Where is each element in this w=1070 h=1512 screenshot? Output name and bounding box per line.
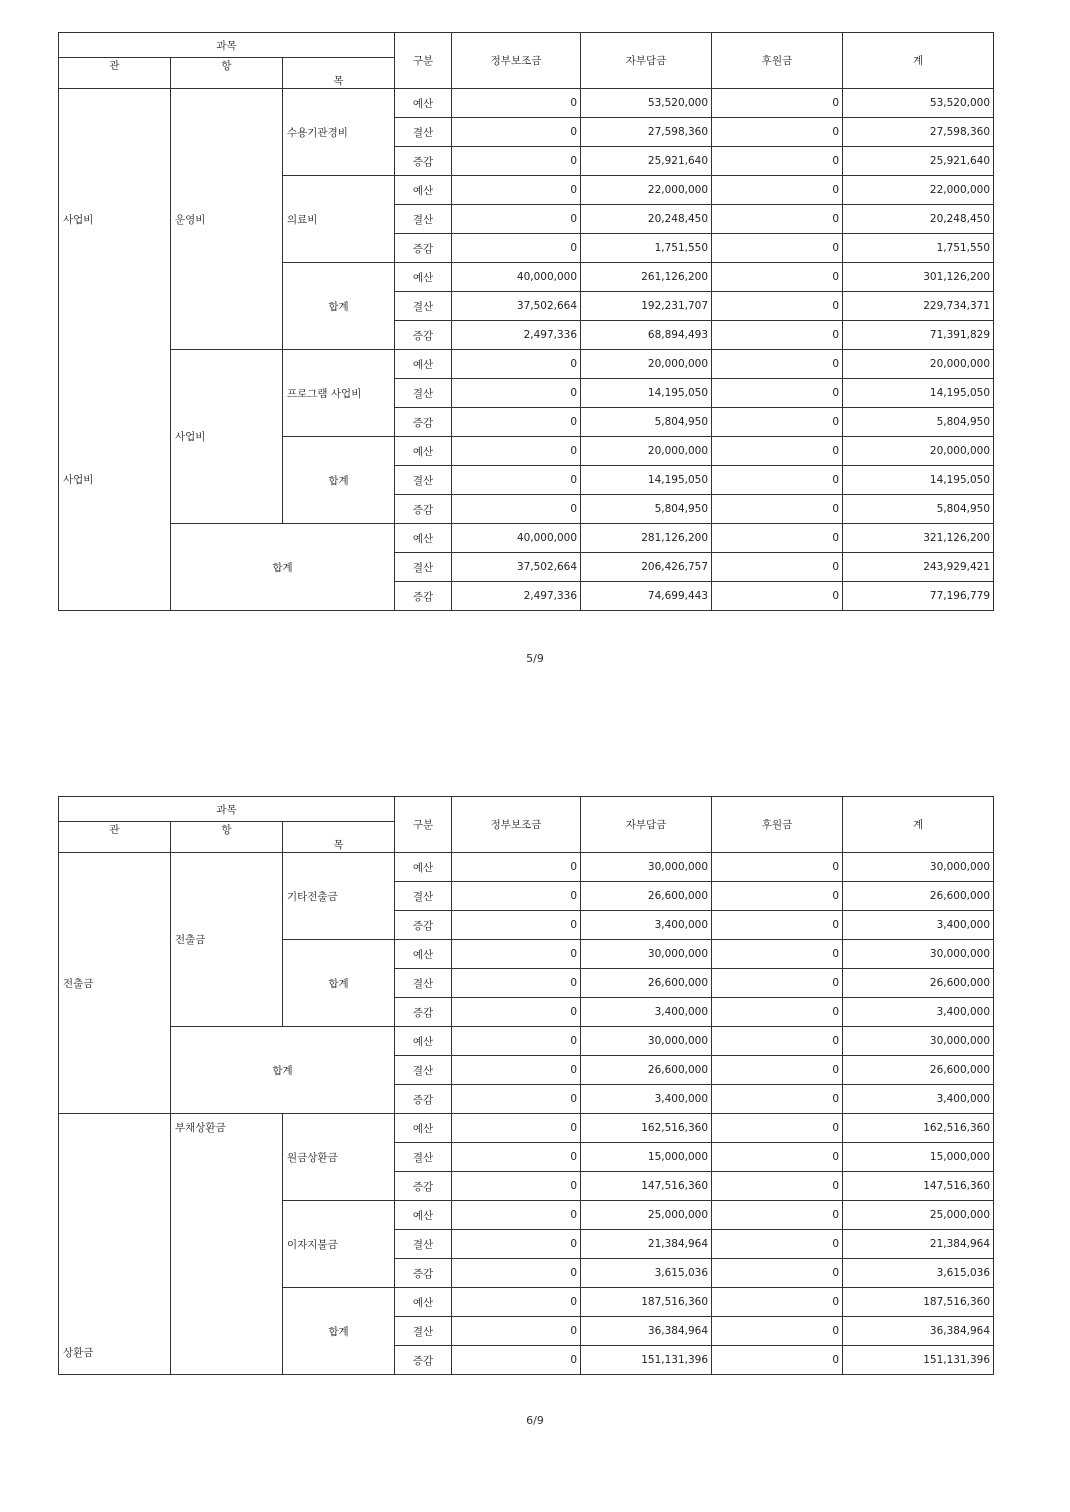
self-funding-value: 281,126,200 bbox=[581, 524, 712, 553]
donation-value: 0 bbox=[712, 292, 843, 321]
gov-subsidy-value: 40,000,000 bbox=[452, 263, 581, 292]
gov-subsidy-value: 37,502,664 bbox=[452, 553, 581, 582]
self-funding-value: 68,894,493 bbox=[581, 321, 712, 350]
row-type: 예산 bbox=[395, 1288, 452, 1317]
gov-subsidy-value: 0 bbox=[452, 1201, 581, 1230]
table-row bbox=[59, 350, 994, 379]
gov-subsidy-value: 2,497,336 bbox=[452, 321, 581, 350]
self-funding-value: 3,400,000 bbox=[581, 911, 712, 940]
donation-value: 0 bbox=[712, 1027, 843, 1056]
gwan-label: 사업비 bbox=[59, 89, 171, 350]
donation-value: 0 bbox=[712, 853, 843, 882]
donation-value: 0 bbox=[712, 1172, 843, 1201]
donation-value: 0 bbox=[712, 940, 843, 969]
total-value: 162,516,360 bbox=[843, 1114, 994, 1143]
donation-value: 0 bbox=[712, 234, 843, 263]
donation-value: 0 bbox=[712, 1259, 843, 1288]
donation-value: 0 bbox=[712, 1114, 843, 1143]
self-funding-value: 206,426,757 bbox=[581, 553, 712, 582]
gov-subsidy-value: 0 bbox=[452, 1085, 581, 1114]
total-value: 20,000,000 bbox=[843, 437, 994, 466]
donation-value: 0 bbox=[712, 495, 843, 524]
self-funding-value: 25,921,640 bbox=[581, 147, 712, 176]
total-value: 151,131,396 bbox=[843, 1346, 994, 1375]
header-donation: 후원금 bbox=[712, 33, 843, 89]
total-value: 243,929,421 bbox=[843, 553, 994, 582]
row-type: 증감 bbox=[395, 998, 452, 1027]
gov-subsidy-value: 0 bbox=[452, 147, 581, 176]
donation-value: 0 bbox=[712, 1230, 843, 1259]
gov-subsidy-value: 2,497,336 bbox=[452, 582, 581, 611]
total-value: 229,734,371 bbox=[843, 292, 994, 321]
gov-subsidy-value: 0 bbox=[452, 1143, 581, 1172]
row-type: 증감 bbox=[395, 1085, 452, 1114]
gov-subsidy-value: 0 bbox=[452, 1114, 581, 1143]
mok-subtotal-label: 합계 bbox=[283, 1288, 395, 1375]
gov-subsidy-value: 0 bbox=[452, 1230, 581, 1259]
row-type: 증감 bbox=[395, 911, 452, 940]
table-row bbox=[59, 853, 994, 882]
donation-value: 0 bbox=[712, 1085, 843, 1114]
hang-label: 전출금 bbox=[171, 853, 283, 1027]
gov-subsidy-value: 0 bbox=[452, 940, 581, 969]
donation-value: 0 bbox=[712, 1288, 843, 1317]
self-funding-value: 147,516,360 bbox=[581, 1172, 712, 1201]
total-value: 26,600,000 bbox=[843, 1056, 994, 1085]
gov-subsidy-value: 0 bbox=[452, 1346, 581, 1375]
gov-subsidy-value: 0 bbox=[452, 379, 581, 408]
table-row bbox=[59, 1027, 994, 1056]
row-type: 증감 bbox=[395, 1172, 452, 1201]
row-type: 증감 bbox=[395, 1259, 452, 1288]
gwan-label: 상환금 bbox=[59, 1114, 171, 1375]
gov-subsidy-value: 0 bbox=[452, 89, 581, 118]
row-type: 예산 bbox=[395, 437, 452, 466]
self-funding-value: 1,751,550 bbox=[581, 234, 712, 263]
hang-label: 운영비 bbox=[171, 89, 283, 350]
self-funding-value: 14,195,050 bbox=[581, 466, 712, 495]
table-row bbox=[59, 524, 994, 553]
donation-value: 0 bbox=[712, 998, 843, 1027]
self-funding-value: 192,231,707 bbox=[581, 292, 712, 321]
row-type: 결산 bbox=[395, 292, 452, 321]
self-funding-value: 151,131,396 bbox=[581, 1346, 712, 1375]
row-type: 예산 bbox=[395, 1114, 452, 1143]
row-type: 예산 bbox=[395, 1201, 452, 1230]
row-type: 결산 bbox=[395, 1056, 452, 1085]
total-value: 53,520,000 bbox=[843, 89, 994, 118]
total-value: 14,195,050 bbox=[843, 466, 994, 495]
donation-value: 0 bbox=[712, 176, 843, 205]
gov-subsidy-value: 0 bbox=[452, 408, 581, 437]
budget-table-page6 bbox=[58, 796, 994, 1375]
total-value: 26,600,000 bbox=[843, 882, 994, 911]
hang-label: 부채상환금 bbox=[171, 1114, 283, 1375]
row-type: 결산 bbox=[395, 882, 452, 911]
gov-subsidy-value: 0 bbox=[452, 882, 581, 911]
gov-subsidy-value: 0 bbox=[452, 1288, 581, 1317]
header-mok: 목 bbox=[283, 822, 395, 853]
row-type: 결산 bbox=[395, 118, 452, 147]
budget-table-page5 bbox=[58, 32, 994, 611]
total-value: 36,384,964 bbox=[843, 1317, 994, 1346]
self-funding-value: 162,516,360 bbox=[581, 1114, 712, 1143]
row-type: 예산 bbox=[395, 263, 452, 292]
total-value: 30,000,000 bbox=[843, 940, 994, 969]
header-gwan: 관 bbox=[59, 58, 171, 89]
self-funding-value: 36,384,964 bbox=[581, 1317, 712, 1346]
header-donation: 후원금 bbox=[712, 797, 843, 853]
mok-subtotal-label: 합계 bbox=[283, 263, 395, 350]
header-mok: 목 bbox=[283, 58, 395, 89]
row-type: 결산 bbox=[395, 205, 452, 234]
total-value: 21,384,964 bbox=[843, 1230, 994, 1259]
donation-value: 0 bbox=[712, 466, 843, 495]
self-funding-value: 25,000,000 bbox=[581, 1201, 712, 1230]
donation-value: 0 bbox=[712, 89, 843, 118]
donation-value: 0 bbox=[712, 582, 843, 611]
total-value: 14,195,050 bbox=[843, 379, 994, 408]
self-funding-value: 26,600,000 bbox=[581, 1056, 712, 1085]
gov-subsidy-value: 0 bbox=[452, 118, 581, 147]
mok-subtotal-label: 합계 bbox=[283, 437, 395, 524]
self-funding-value: 187,516,360 bbox=[581, 1288, 712, 1317]
page-number: 5/9 bbox=[526, 652, 544, 665]
donation-value: 0 bbox=[712, 1056, 843, 1085]
row-type: 예산 bbox=[395, 853, 452, 882]
row-type: 증감 bbox=[395, 321, 452, 350]
self-funding-value: 15,000,000 bbox=[581, 1143, 712, 1172]
donation-value: 0 bbox=[712, 205, 843, 234]
gov-subsidy-value: 0 bbox=[452, 495, 581, 524]
self-funding-value: 3,400,000 bbox=[581, 1085, 712, 1114]
row-type: 예산 bbox=[395, 1027, 452, 1056]
row-type: 결산 bbox=[395, 1317, 452, 1346]
self-funding-value: 3,615,036 bbox=[581, 1259, 712, 1288]
gov-subsidy-value: 0 bbox=[452, 466, 581, 495]
donation-value: 0 bbox=[712, 1317, 843, 1346]
gov-subsidy-value: 0 bbox=[452, 1317, 581, 1346]
total-value: 301,126,200 bbox=[843, 263, 994, 292]
table-row bbox=[59, 89, 994, 118]
header-self-funding: 자부담금 bbox=[581, 33, 712, 89]
row-type: 예산 bbox=[395, 350, 452, 379]
row-type: 결산 bbox=[395, 466, 452, 495]
self-funding-value: 261,126,200 bbox=[581, 263, 712, 292]
total-value: 25,921,640 bbox=[843, 147, 994, 176]
self-funding-value: 5,804,950 bbox=[581, 408, 712, 437]
total-value: 147,516,360 bbox=[843, 1172, 994, 1201]
self-funding-value: 26,600,000 bbox=[581, 969, 712, 998]
row-type: 증감 bbox=[395, 408, 452, 437]
self-funding-value: 27,598,360 bbox=[581, 118, 712, 147]
self-funding-value: 14,195,050 bbox=[581, 379, 712, 408]
header-total: 계 bbox=[843, 33, 994, 89]
gov-subsidy-value: 0 bbox=[452, 998, 581, 1027]
row-type: 증감 bbox=[395, 1346, 452, 1375]
gov-subsidy-value: 40,000,000 bbox=[452, 524, 581, 553]
donation-value: 0 bbox=[712, 1346, 843, 1375]
header-gwamok: 과목 bbox=[59, 797, 395, 822]
mok-label: 기타전출금 bbox=[283, 853, 395, 940]
gov-subsidy-value: 37,502,664 bbox=[452, 292, 581, 321]
mok-label: 수용기관경비 bbox=[283, 89, 395, 176]
gov-subsidy-value: 0 bbox=[452, 437, 581, 466]
total-value: 71,391,829 bbox=[843, 321, 994, 350]
donation-value: 0 bbox=[712, 379, 843, 408]
total-label: 합계 bbox=[171, 1027, 395, 1114]
gov-subsidy-value: 0 bbox=[452, 1027, 581, 1056]
gov-subsidy-value: 0 bbox=[452, 1259, 581, 1288]
row-type: 결산 bbox=[395, 969, 452, 998]
gov-subsidy-value: 0 bbox=[452, 853, 581, 882]
gov-subsidy-value: 0 bbox=[452, 205, 581, 234]
donation-value: 0 bbox=[712, 350, 843, 379]
donation-value: 0 bbox=[712, 1143, 843, 1172]
gwan-label: 전출금 bbox=[59, 853, 171, 1114]
row-type: 예산 bbox=[395, 89, 452, 118]
row-type: 예산 bbox=[395, 940, 452, 969]
mok-label: 프로그램 사업비 bbox=[283, 350, 395, 437]
total-value: 3,400,000 bbox=[843, 1085, 994, 1114]
gov-subsidy-value: 0 bbox=[452, 1056, 581, 1085]
header-gwamok: 과목 bbox=[59, 33, 395, 58]
row-type: 결산 bbox=[395, 379, 452, 408]
self-funding-value: 21,384,964 bbox=[581, 1230, 712, 1259]
self-funding-value: 22,000,000 bbox=[581, 176, 712, 205]
total-value: 187,516,360 bbox=[843, 1288, 994, 1317]
gov-subsidy-value: 0 bbox=[452, 1172, 581, 1201]
header-gubun: 구분 bbox=[395, 797, 452, 853]
donation-value: 0 bbox=[712, 321, 843, 350]
total-value: 30,000,000 bbox=[843, 853, 994, 882]
row-type: 결산 bbox=[395, 1230, 452, 1259]
donation-value: 0 bbox=[712, 118, 843, 147]
donation-value: 0 bbox=[712, 408, 843, 437]
header-self-funding: 자부담금 bbox=[581, 797, 712, 853]
self-funding-value: 20,248,450 bbox=[581, 205, 712, 234]
total-value: 3,400,000 bbox=[843, 998, 994, 1027]
donation-value: 0 bbox=[712, 969, 843, 998]
mok-subtotal-label: 합계 bbox=[283, 940, 395, 1027]
row-type: 증감 bbox=[395, 147, 452, 176]
header-gov-subsidy: 정부보조금 bbox=[452, 33, 581, 89]
gov-subsidy-value: 0 bbox=[452, 969, 581, 998]
header-total: 계 bbox=[843, 797, 994, 853]
mok-label: 의료비 bbox=[283, 176, 395, 263]
table-row bbox=[59, 1114, 994, 1143]
donation-value: 0 bbox=[712, 524, 843, 553]
row-type: 증감 bbox=[395, 582, 452, 611]
row-type: 증감 bbox=[395, 234, 452, 263]
self-funding-value: 20,000,000 bbox=[581, 437, 712, 466]
self-funding-value: 30,000,000 bbox=[581, 940, 712, 969]
page-number: 6/9 bbox=[526, 1414, 544, 1427]
mok-label: 이자지불금 bbox=[283, 1201, 395, 1288]
self-funding-value: 30,000,000 bbox=[581, 853, 712, 882]
self-funding-value: 74,699,443 bbox=[581, 582, 712, 611]
header-gov-subsidy: 정부보조금 bbox=[452, 797, 581, 853]
donation-value: 0 bbox=[712, 882, 843, 911]
header-hang: 항 bbox=[171, 58, 283, 89]
header-gubun: 구분 bbox=[395, 33, 452, 89]
gwan-label: 사업비 bbox=[59, 350, 171, 611]
hang-label: 사업비 bbox=[171, 350, 283, 524]
donation-value: 0 bbox=[712, 437, 843, 466]
total-value: 20,248,450 bbox=[843, 205, 994, 234]
row-type: 결산 bbox=[395, 1143, 452, 1172]
total-value: 20,000,000 bbox=[843, 350, 994, 379]
donation-value: 0 bbox=[712, 263, 843, 292]
total-label: 합계 bbox=[171, 524, 395, 611]
header-gwan: 관 bbox=[59, 822, 171, 853]
total-value: 25,000,000 bbox=[843, 1201, 994, 1230]
total-value: 26,600,000 bbox=[843, 969, 994, 998]
gov-subsidy-value: 0 bbox=[452, 911, 581, 940]
total-value: 15,000,000 bbox=[843, 1143, 994, 1172]
donation-value: 0 bbox=[712, 553, 843, 582]
total-value: 5,804,950 bbox=[843, 408, 994, 437]
total-value: 3,615,036 bbox=[843, 1259, 994, 1288]
total-value: 5,804,950 bbox=[843, 495, 994, 524]
mok-label: 원금상환금 bbox=[283, 1114, 395, 1201]
row-type: 증감 bbox=[395, 495, 452, 524]
total-value: 3,400,000 bbox=[843, 911, 994, 940]
self-funding-value: 53,520,000 bbox=[581, 89, 712, 118]
gov-subsidy-value: 0 bbox=[452, 350, 581, 379]
donation-value: 0 bbox=[712, 1201, 843, 1230]
self-funding-value: 26,600,000 bbox=[581, 882, 712, 911]
total-value: 27,598,360 bbox=[843, 118, 994, 147]
header-hang: 항 bbox=[171, 822, 283, 853]
self-funding-value: 30,000,000 bbox=[581, 1027, 712, 1056]
total-value: 22,000,000 bbox=[843, 176, 994, 205]
donation-value: 0 bbox=[712, 911, 843, 940]
total-value: 321,126,200 bbox=[843, 524, 994, 553]
gov-subsidy-value: 0 bbox=[452, 176, 581, 205]
total-value: 77,196,779 bbox=[843, 582, 994, 611]
row-type: 결산 bbox=[395, 553, 452, 582]
self-funding-value: 5,804,950 bbox=[581, 495, 712, 524]
row-type: 예산 bbox=[395, 176, 452, 205]
gov-subsidy-value: 0 bbox=[452, 234, 581, 263]
row-type: 예산 bbox=[395, 524, 452, 553]
donation-value: 0 bbox=[712, 147, 843, 176]
self-funding-value: 20,000,000 bbox=[581, 350, 712, 379]
self-funding-value: 3,400,000 bbox=[581, 998, 712, 1027]
total-value: 1,751,550 bbox=[843, 234, 994, 263]
total-value: 30,000,000 bbox=[843, 1027, 994, 1056]
